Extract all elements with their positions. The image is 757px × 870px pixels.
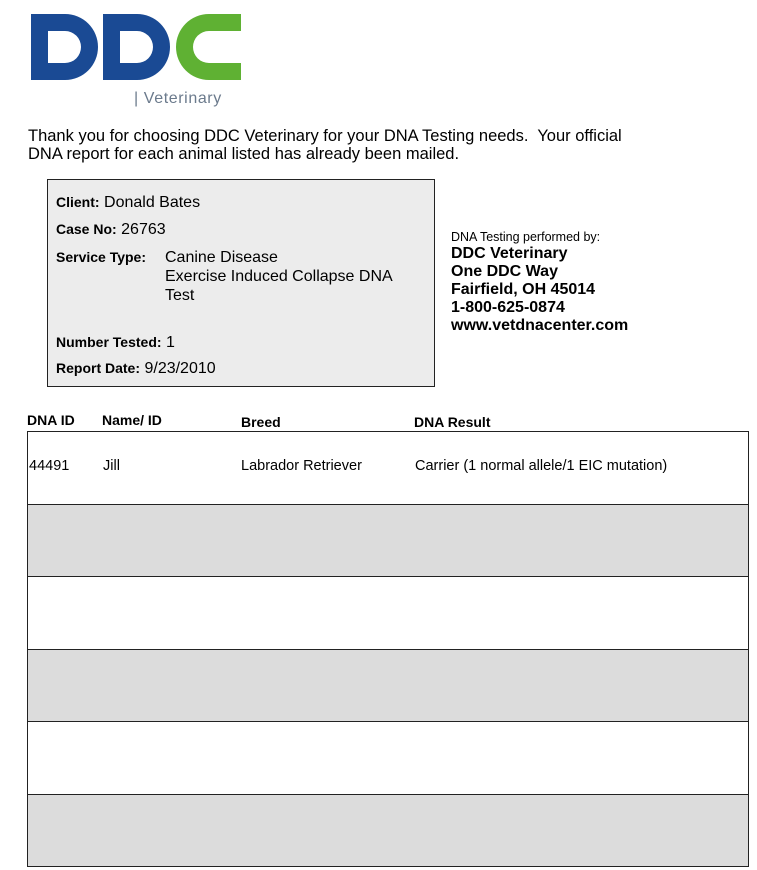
service-value-line-3: Test	[165, 287, 195, 304]
client-field	[56, 193, 200, 212]
lab-info	[451, 230, 751, 335]
report-date-label: Report Date:	[56, 360, 141, 376]
ddc-veterinary-logo	[31, 14, 246, 114]
lab-name: DDC Veterinary	[451, 245, 568, 262]
service-field	[56, 248, 146, 267]
service-value-line-1: Canine Disease	[165, 249, 278, 266]
number-tested-label: Number Tested:	[56, 334, 162, 350]
table-row-empty	[28, 505, 748, 578]
table-row-empty	[28, 577, 748, 650]
results-table	[27, 431, 749, 867]
table-row-empty	[28, 722, 748, 795]
number-tested-value: 1	[166, 334, 175, 351]
number-tested-field	[56, 333, 175, 352]
case-label: Case No:	[56, 221, 117, 237]
header-breed: Breed	[241, 414, 281, 430]
cell-dna-id: 44491	[29, 458, 70, 474]
table-row-empty	[28, 795, 748, 868]
service-value	[165, 248, 430, 305]
table-row-empty	[28, 650, 748, 723]
cell-result: Carrier (1 normal allele/1 EIC mutation)	[415, 458, 668, 474]
intro-message	[28, 127, 728, 163]
case-value: 26763	[121, 221, 166, 238]
table-row	[28, 432, 748, 505]
lab-phone: 1-800-625-0874	[451, 299, 565, 316]
header-dna-id: DNA ID	[27, 412, 75, 428]
service-value-line-2: Exercise Induced Collapse DNA	[165, 268, 393, 285]
client-label: Client:	[56, 194, 100, 210]
service-label: Service Type:	[56, 249, 147, 265]
intro-line-1: Thank you for choosing DDC Veterinary for your DNA Testing needs. Your official	[28, 127, 622, 145]
lab-website: www.vetdnacenter.com	[451, 317, 629, 334]
lab-street: One DDC Way	[451, 263, 558, 280]
intro-line-2: DNA report for each animal listed has already been mailed.	[28, 145, 460, 163]
case-field	[56, 220, 166, 239]
header-name-id: Name/ ID	[102, 412, 162, 428]
client-value: Donald Bates	[104, 194, 201, 211]
header-dna-result: DNA Result	[414, 414, 491, 430]
client-info-box	[47, 179, 435, 387]
report-date-field	[56, 359, 216, 378]
lab-caption: DNA Testing performed by:	[451, 230, 601, 244]
report-date-value: 9/23/2010	[144, 360, 216, 377]
cell-name: Jill	[103, 458, 120, 474]
lab-city: Fairfield, OH 45014	[451, 281, 596, 298]
cell-breed: Labrador Retriever	[241, 458, 362, 474]
logo-subtitle: | Veterinary	[134, 90, 222, 107]
